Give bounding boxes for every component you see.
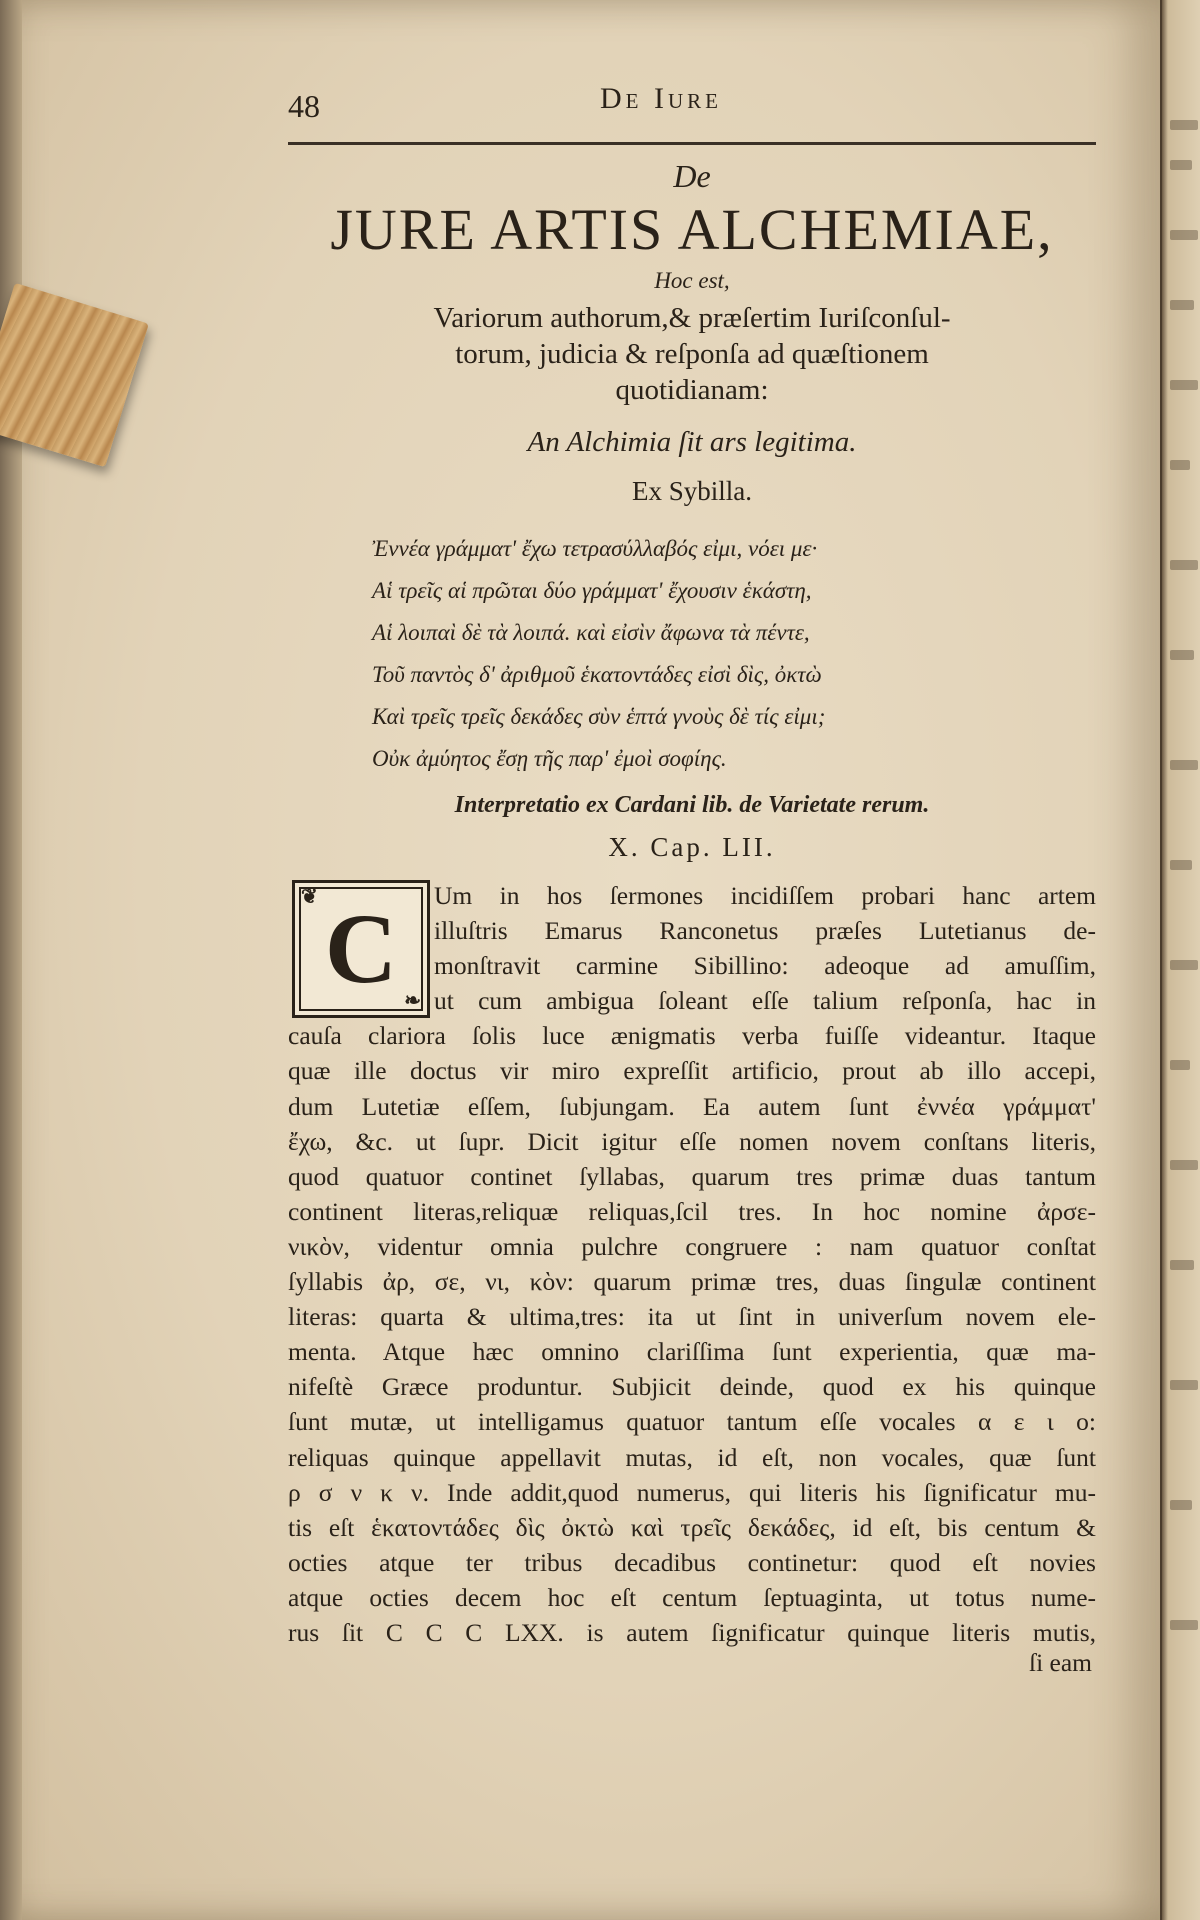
- running-head: De Iure: [600, 82, 722, 115]
- body-line: continent literas,reliquæ reliquas,ſcil tres. In hoc nomine ἀρσε-: [288, 1196, 1096, 1226]
- bleed-through-mark: [1170, 1380, 1198, 1390]
- question: An Alchimia ſit ars legitima.: [527, 426, 857, 458]
- page-number: 48: [288, 88, 320, 124]
- body-line: quod quatuor continet ſyllabas, quarum tres primæ duas tantum: [288, 1161, 1096, 1191]
- body-line: ſunt mutæ, ut intelligamus quatuor tantum eſſe vocales α ε ι ο:: [288, 1407, 1096, 1437]
- body-line: tis eſt ἑκατοντάδες δὶς ὀκτὼ καὶ τρεῖς δεκάδες, id eſt, bis centum &: [288, 1512, 1096, 1542]
- interpretation-heading: Interpretatio ex Cardani lib. de Varietate rerum.: [454, 792, 930, 818]
- bleed-through-mark: [1170, 1060, 1190, 1070]
- bleed-through-mark: [1170, 120, 1198, 130]
- body-line: ἔχω, &c. ut ſupr. Dicit igitur eſſe nomen novem conſtans literis,: [288, 1126, 1096, 1156]
- facing-page-edge: [1160, 0, 1200, 1920]
- greek-verse: Οὐκ ἀμύητος ἔσῃ τῆς παρ' ἐμοὶ σοφίης.: [372, 746, 727, 771]
- hoc-est: Hoc est,: [654, 268, 730, 293]
- body-line: literas: quarta & ultima,tres: ita ut ſint in univerſum novem ele-: [288, 1302, 1096, 1332]
- bleed-through-mark: [1170, 230, 1198, 240]
- body-line: rus ſit C C C LXX. is autem ſignificatur quinque literis mutis,: [288, 1617, 1096, 1647]
- bleed-through-mark: [1170, 1260, 1194, 1270]
- body-line: reliquas quinque appellavit mutas, id eſt, non vocales, quæ ſunt: [288, 1442, 1096, 1472]
- bleed-through-mark: [1170, 560, 1198, 570]
- wooden-bookmark: [0, 283, 149, 467]
- body-line: nifeſtè Græce produntur. Subjicit deinde, quod ex his quinque: [288, 1372, 1096, 1402]
- body-line: menta. Atque hæc omnino clariſſima ſunt experientia, quæ ma-: [288, 1337, 1096, 1367]
- body-line: Um in hos ſermones incidiſſem probari hanc artem: [434, 881, 1096, 910]
- bleed-through-mark: [1170, 860, 1192, 870]
- subtitle-line: quotidianam:: [615, 374, 769, 406]
- bleed-through-mark: [1170, 960, 1198, 970]
- title-de: De: [673, 158, 711, 194]
- bleed-through-mark: [1170, 1500, 1192, 1510]
- header-rule: [288, 142, 1096, 145]
- body-line: atque octies decem hoc eſt centum ſeptuaginta, ut totus nume-: [288, 1582, 1096, 1612]
- bleed-through-mark: [1170, 1160, 1198, 1170]
- greek-verse: Αἱ λοιπαὶ δὲ τὰ λοιπά. καὶ εἰσὶν ἄφωνα τὰ πέντε,: [372, 620, 810, 645]
- body-line: octies atque ter tribus decadibus continetur: quod eſt novies: [288, 1547, 1096, 1577]
- bleed-through-mark: [1170, 380, 1198, 390]
- main-title: JURE ARTIS ALCHEMIAE,: [330, 197, 1054, 262]
- body-line: dum Lutetiæ eſſem, ſubjungam. Ea autem ſunt ἐννέα γράμματ': [288, 1091, 1096, 1121]
- ornament-icon: ❦: [301, 886, 318, 908]
- bleed-through-mark: [1170, 760, 1198, 770]
- body-text: [288, 878, 1096, 1650]
- bleed-through-mark: [1170, 650, 1194, 660]
- greek-verse: Αἱ τρεῖς αἱ πρῶται δύο γράμματ' ἔχουσιν ἑκάστη,: [372, 578, 812, 603]
- greek-verse: Ἐννέα γράμματ' ἔχω τετρασύλλαβός εἰμι, νόει με·: [372, 536, 818, 561]
- bleed-through-mark: [1170, 160, 1192, 170]
- catchword: ſi eam: [1028, 1648, 1092, 1677]
- subtitle-line: Variorum authorum,& præſertim Iuriſconſul-: [433, 302, 951, 334]
- subtitle-line: torum, judicia & reſponſa ad quæſtionem: [455, 338, 929, 370]
- ornament-icon: ❧: [404, 990, 421, 1012]
- bleed-through-mark: [1170, 300, 1194, 310]
- chapter-heading: X. Cap. LII.: [608, 832, 776, 862]
- body-line: monſtravit carmine Sibillino: adeoque ad amuſſim,: [434, 951, 1096, 981]
- drop-cap-letter: C: [324, 893, 398, 1004]
- page-header: [288, 78, 1096, 124]
- body-line: illuſtris Emarus Ranconetus præſes Lutetianus de-: [434, 916, 1096, 946]
- bleed-through-mark: [1170, 460, 1190, 470]
- body-line: ſyllabis ἀρ, σε, νι, κὸν: quarum primæ tres, duas ſingulæ continent: [288, 1267, 1096, 1297]
- source-line: Ex Sybilla.: [632, 476, 752, 506]
- subtitle: [288, 300, 1096, 408]
- body-line: cauſa clariora ſolis luce ænigmatis verba fuiſſe videantur. Itaque: [288, 1021, 1096, 1051]
- body-line: νικὸν, videntur omnia pulchre congruere : nam quatuor conſtat: [288, 1231, 1096, 1261]
- greek-verse: Καὶ τρεῖς τρεῖς δεκάδες σὺν ἑπτά γνοὺς δὲ τίς εἰμι;: [372, 704, 826, 729]
- greek-verse: Τοῦ παντὸς δ' ἀριθμοῦ ἑκατοντάδες εἰσὶ δὶς, ὀκτὼ: [372, 662, 822, 687]
- greek-verses: [372, 528, 1032, 780]
- body-line: ut cum ambigua ſoleant eſſe talium reſponſa, hac in: [434, 986, 1096, 1016]
- body-line: ρ σ ν κ ν. Inde addit,quod numerus, qui literis his ſignificatur mu-: [288, 1477, 1096, 1507]
- bleed-through-mark: [1170, 1620, 1198, 1630]
- body-line: quæ ille doctus vir miro expreſſit artificio, prout ab illo accepi,: [288, 1056, 1096, 1086]
